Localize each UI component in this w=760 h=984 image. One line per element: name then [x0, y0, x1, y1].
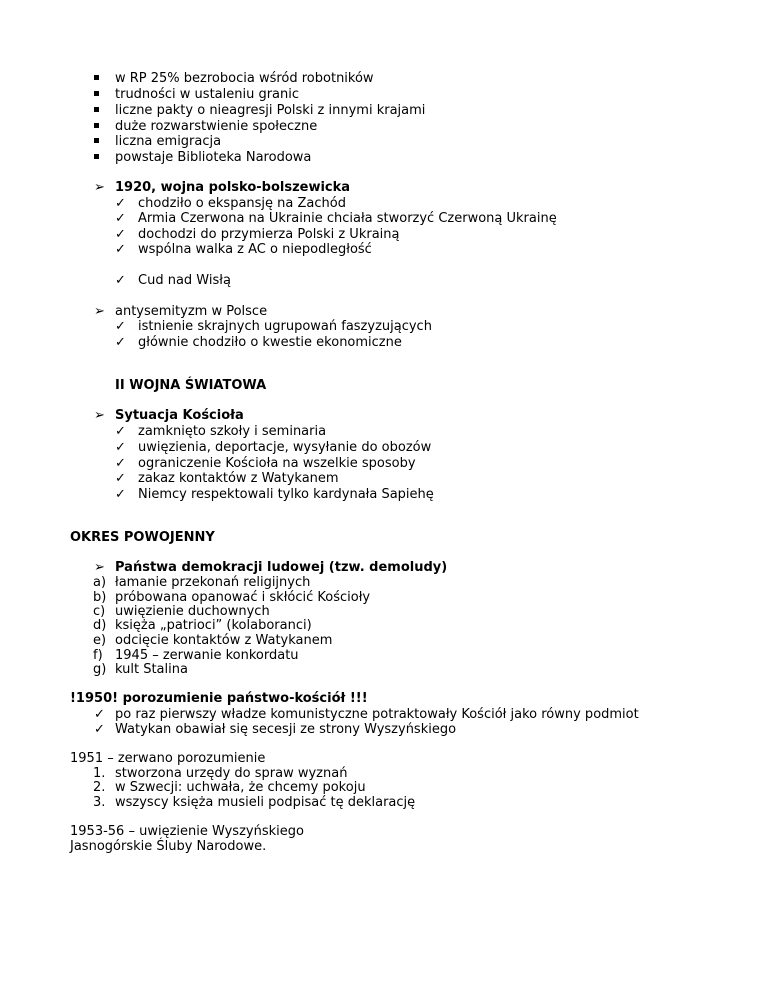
section-title: OKRES POWOJENNY	[70, 530, 215, 545]
section-heading: 1951 – zerwano porozumienie	[70, 751, 266, 766]
list-item: powstaje Biblioteka Narodowa	[115, 150, 312, 165]
square-bullet-icon	[94, 71, 99, 86]
section-heading: !1950! porozumienie państwo-kościół !!!	[70, 691, 368, 706]
list-item: zakaz kontaktów z Watykanem	[138, 471, 339, 486]
arrow-bullet-icon: ➢	[94, 560, 105, 575]
list-item: stworzona urzędy do spraw wyznań	[115, 766, 348, 781]
list-item: Watykan obawiał się secesji ze strony Wyszyńskiego	[115, 722, 457, 737]
list-item: odcięcie kontaktów z Watykanem	[115, 633, 333, 648]
arrow-bullet-icon: ➢	[94, 180, 105, 195]
list-item: ograniczenie Kościoła na wszelkie sposoby	[138, 456, 416, 471]
list-number: 2.	[93, 780, 106, 795]
list-number: 1.	[93, 766, 106, 781]
list-item: księża „patrioci” (kolaboranci)	[115, 618, 312, 633]
list-letter: c)	[93, 604, 106, 619]
check-bullet-icon: ✓	[115, 487, 126, 502]
check-bullet-icon: ✓	[94, 707, 105, 722]
list-item: trudności w ustaleniu granic	[115, 87, 300, 102]
check-bullet-icon: ✓	[115, 424, 126, 439]
list-item: próbowana opanować i skłócić Kościoły	[115, 590, 371, 605]
list-item: istnienie skrajnych ugrupowań faszyzujących	[138, 319, 432, 334]
list-letter: a)	[93, 575, 107, 590]
list-item: 1945 – zerwanie konkordatu	[115, 648, 299, 663]
list-item: po raz pierwszy władze komunistyczne potraktowały Kościół jako równy podmiot	[115, 707, 639, 722]
section-heading: antysemityzm w Polsce	[115, 304, 268, 319]
list-item: w Szwecji: uchwała, że chcemy pokoju	[115, 780, 366, 795]
check-bullet-icon: ✓	[115, 440, 126, 455]
list-item: chodziło o ekspansję na Zachód	[138, 196, 346, 211]
list-item: Armia Czerwona na Ukrainie chciała stworzyć Czerwoną Ukrainę	[138, 211, 557, 226]
arrow-bullet-icon: ➢	[94, 408, 105, 423]
list-item: wspólna walka z AC o niepodległość	[138, 242, 372, 257]
square-bullet-icon	[94, 150, 99, 165]
list-item: wszyscy księża musieli podpisać tę deklarację	[115, 795, 416, 810]
check-bullet-icon: ✓	[115, 471, 126, 486]
list-item: kult Stalina	[115, 662, 188, 677]
check-bullet-icon: ✓	[115, 335, 126, 350]
list-item: łamanie przekonań religijnych	[115, 575, 311, 590]
list-item: Niemcy respektowali tylko kardynała Sapiehę	[138, 487, 434, 502]
list-number: 3.	[93, 795, 106, 810]
list-letter: b)	[93, 590, 107, 605]
check-bullet-icon: ✓	[115, 242, 126, 257]
section-heading: Sytuacja Kościoła	[115, 408, 244, 423]
square-bullet-icon	[94, 87, 99, 102]
list-letter: g)	[93, 662, 107, 677]
check-bullet-icon: ✓	[115, 273, 126, 288]
paragraph-line: 1953-56 – uwięzienie Wyszyńskiego	[70, 824, 304, 839]
list-letter: d)	[93, 618, 107, 633]
arrow-bullet-icon: ➢	[94, 304, 105, 319]
list-item: duże rozwarstwienie społeczne	[115, 119, 318, 134]
list-letter: e)	[93, 633, 107, 648]
list-item: Cud nad Wisłą	[138, 273, 231, 288]
paragraph-line: Jasnogórskie Śluby Narodowe.	[70, 839, 267, 854]
check-bullet-icon: ✓	[94, 722, 105, 737]
section-title: II WOJNA ŚWIATOWA	[115, 378, 267, 393]
list-item: w RP 25% bezrobocia wśród robotników	[115, 71, 374, 86]
check-bullet-icon: ✓	[115, 456, 126, 471]
list-item: dochodzi do przymierza Polski z Ukrainą	[138, 227, 400, 242]
check-bullet-icon: ✓	[115, 211, 126, 226]
check-bullet-icon: ✓	[115, 227, 126, 242]
check-bullet-icon: ✓	[115, 319, 126, 334]
list-item: liczna emigracja	[115, 134, 222, 149]
section-heading: 1920, wojna polsko-bolszewicka	[115, 180, 351, 195]
list-letter: f)	[93, 648, 103, 663]
section-heading: Państwa demokracji ludowej (tzw. demoludy)	[115, 560, 448, 575]
square-bullet-icon	[94, 103, 99, 118]
check-bullet-icon: ✓	[115, 196, 126, 211]
list-item: uwięzienia, deportacje, wysyłanie do obozów	[138, 440, 432, 455]
square-bullet-icon	[94, 134, 99, 149]
list-item: zamknięto szkoły i seminaria	[138, 424, 327, 439]
square-bullet-icon	[94, 119, 99, 134]
list-item: uwięzienie duchownych	[115, 604, 270, 619]
list-item: liczne pakty o nieagresji Polski z innymi krajami	[115, 103, 426, 118]
list-item: głównie chodziło o kwestie ekonomiczne	[138, 335, 402, 350]
